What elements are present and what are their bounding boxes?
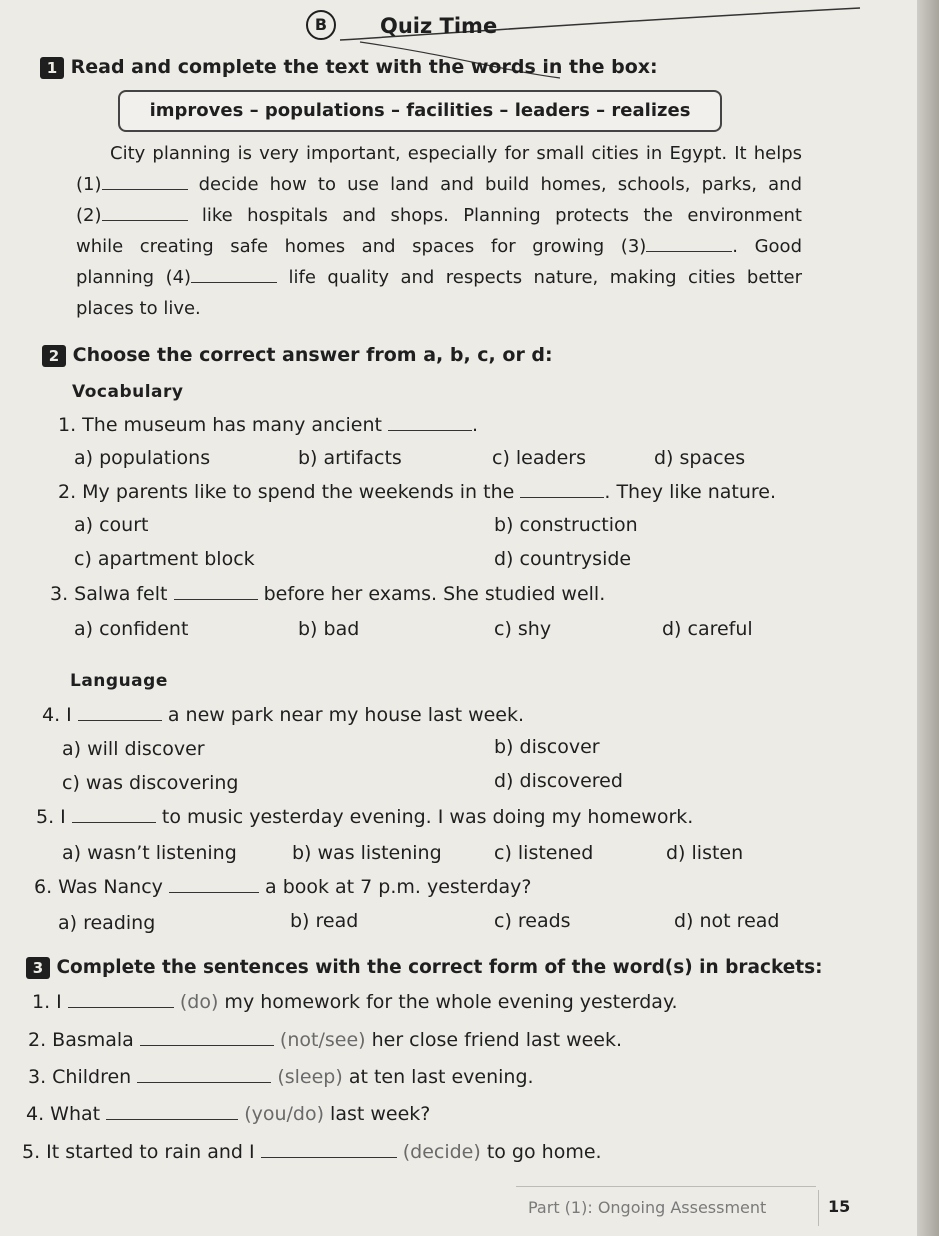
page-number: 15 <box>828 1197 851 1216</box>
q2-option-a[interactable]: a) court <box>74 514 149 536</box>
paragraph-line-4 <box>76 231 802 262</box>
question-1 <box>58 414 478 436</box>
q1-option-a[interactable]: a) populations <box>74 447 211 469</box>
q4-option-d[interactable]: d) discovered <box>494 770 623 792</box>
section-badge <box>306 10 336 40</box>
page-title: Quiz Time <box>380 14 498 38</box>
q1-option-d[interactable]: d) spaces <box>654 447 746 469</box>
language-label: Language <box>70 671 168 691</box>
question-text: . <box>472 414 479 436</box>
answer-blank-3[interactable] <box>646 251 732 252</box>
footer-divider <box>818 1190 819 1226</box>
sec2-instruction: Choose the correct answer from a, b, c, or d: <box>72 344 553 366</box>
question-text: to music yesterday evening. I was doing my homework. <box>155 806 694 828</box>
vocabulary-label: Vocabulary <box>72 382 184 402</box>
answer-blank[interactable] <box>78 720 162 721</box>
question-text: 3. Salwa felt <box>50 583 168 605</box>
word-box: improves – populations – facilities – leaders – realizes <box>118 90 722 132</box>
answer-blank-4[interactable] <box>191 282 277 283</box>
answer-blank-2[interactable] <box>102 220 188 221</box>
q5-option-c[interactable]: c) listened <box>494 842 594 864</box>
sec1-number: 1 <box>40 57 64 79</box>
paragraph-text: planning (4) <box>76 267 192 288</box>
answer-blank[interactable] <box>261 1157 397 1158</box>
question-text: 6. Was Nancy <box>34 876 163 898</box>
q3-option-a[interactable]: a) confident <box>74 618 189 640</box>
paragraph-text: decide how to use land and build homes, schools, parks, and <box>187 174 802 195</box>
verb-hint: (sleep) <box>277 1066 343 1088</box>
verb-hint: (not/see) <box>279 1029 366 1051</box>
sec1-instruction: Read and complete the text with the words in the box: <box>70 56 658 78</box>
page-edge-shadow <box>917 0 939 1236</box>
answer-blank-1[interactable] <box>102 189 188 190</box>
q2-option-c[interactable]: c) apartment block <box>74 548 255 570</box>
paragraph-text: life quality and respects nature, making cities better <box>277 267 802 288</box>
item-text: last week? <box>324 1103 431 1125</box>
footer-label: Part (1): Ongoing Assessment <box>528 1198 767 1217</box>
answer-blank[interactable] <box>520 497 604 498</box>
paragraph-text: while creating safe homes and spaces for growing (3) <box>76 236 647 257</box>
verb-hint: (decide) <box>402 1141 481 1163</box>
sec2-heading <box>42 344 553 367</box>
section-letter: B <box>306 10 336 40</box>
paragraph-text: . Good <box>732 236 803 257</box>
item-text: to go home. <box>480 1141 602 1163</box>
sec2-number: 2 <box>42 345 66 367</box>
item-text: 3. Children <box>28 1066 132 1088</box>
paragraph-line-2 <box>76 169 802 200</box>
paragraph-line-5 <box>76 262 802 293</box>
complete-item-4 <box>26 1103 430 1125</box>
q3-option-c[interactable]: c) shy <box>494 618 552 640</box>
sec3-heading <box>26 957 823 979</box>
question-6 <box>34 876 531 898</box>
paragraph-line-3 <box>76 200 802 231</box>
answer-blank[interactable] <box>169 892 259 893</box>
verb-hint: (you/do) <box>244 1103 325 1125</box>
q6-option-a[interactable]: a) reading <box>58 912 156 934</box>
question-text: 1. The museum has many ancient <box>58 414 382 436</box>
question-text: a book at 7 p.m. yesterday? <box>258 876 532 898</box>
answer-blank[interactable] <box>174 599 258 600</box>
blank-number-1: (1) <box>76 174 102 195</box>
paragraph-line-6 <box>76 293 802 324</box>
question-5 <box>36 806 693 828</box>
item-text: my homework for the whole evening yesterday. <box>218 991 678 1013</box>
item-text: 4. What <box>26 1103 101 1125</box>
paragraph-text: City planning is very important, especially for small cities in Egypt. It helps <box>110 143 802 164</box>
item-text: at ten last evening. <box>342 1066 534 1088</box>
answer-blank[interactable] <box>72 822 156 823</box>
sec3-instruction: Complete the sentences with the correct form of the word(s) in brackets: <box>56 957 823 978</box>
complete-item-5 <box>22 1141 602 1163</box>
answer-blank[interactable] <box>68 1007 174 1008</box>
q1-option-b[interactable]: b) artifacts <box>298 447 402 469</box>
item-text: her close friend last week. <box>365 1029 623 1051</box>
item-text: 2. Basmala <box>28 1029 134 1051</box>
question-2 <box>58 481 776 503</box>
blank-number-2: (2) <box>76 205 102 226</box>
complete-item-3 <box>28 1066 534 1088</box>
q4-option-a[interactable]: a) will discover <box>62 738 205 760</box>
sec3-number: 3 <box>26 957 50 979</box>
complete-item-2 <box>28 1029 622 1051</box>
q3-option-d[interactable]: d) careful <box>662 618 753 640</box>
footer-rule <box>516 1186 816 1187</box>
q2-option-d[interactable]: d) countryside <box>494 548 632 570</box>
item-text: 1. I <box>32 991 62 1013</box>
question-3 <box>50 583 605 605</box>
q6-option-b[interactable]: b) read <box>290 910 359 932</box>
q2-option-b[interactable]: b) construction <box>494 514 638 536</box>
sec1-heading <box>40 56 658 79</box>
answer-blank[interactable] <box>388 430 472 431</box>
question-text: a new park near my house last week. <box>161 704 525 726</box>
paragraph-text: like hospitals and shops. Planning protects the environment <box>187 205 802 226</box>
complete-item-1 <box>32 991 678 1013</box>
question-text: 5. I <box>36 806 66 828</box>
q5-option-d[interactable]: d) listen <box>666 842 744 864</box>
q6-option-c[interactable]: c) reads <box>494 910 571 932</box>
verb-hint: (do) <box>179 991 219 1013</box>
q3-option-b[interactable]: b) bad <box>298 618 360 640</box>
q4-option-b[interactable]: b) discover <box>494 736 600 758</box>
answer-blank[interactable] <box>106 1119 238 1120</box>
q5-option-b[interactable]: b) was listening <box>292 842 442 864</box>
answer-blank[interactable] <box>137 1082 271 1083</box>
paragraph-line-1 <box>76 138 802 169</box>
question-text: 2. My parents like to spend the weekends in the <box>58 481 515 503</box>
answer-blank[interactable] <box>140 1045 274 1046</box>
item-text: 5. It started to rain and I <box>22 1141 255 1163</box>
question-4 <box>42 704 524 726</box>
question-text: . They like nature. <box>604 481 776 503</box>
q6-option-d[interactable]: d) not read <box>674 910 780 932</box>
q1-option-c[interactable]: c) leaders <box>492 447 586 469</box>
question-text: before her exams. She studied well. <box>257 583 606 605</box>
paragraph-text: places to live. <box>76 298 201 319</box>
q5-option-a[interactable]: a) wasn’t listening <box>62 842 237 864</box>
q4-option-c[interactable]: c) was discovering <box>62 772 239 794</box>
question-text: 4. I <box>42 704 72 726</box>
